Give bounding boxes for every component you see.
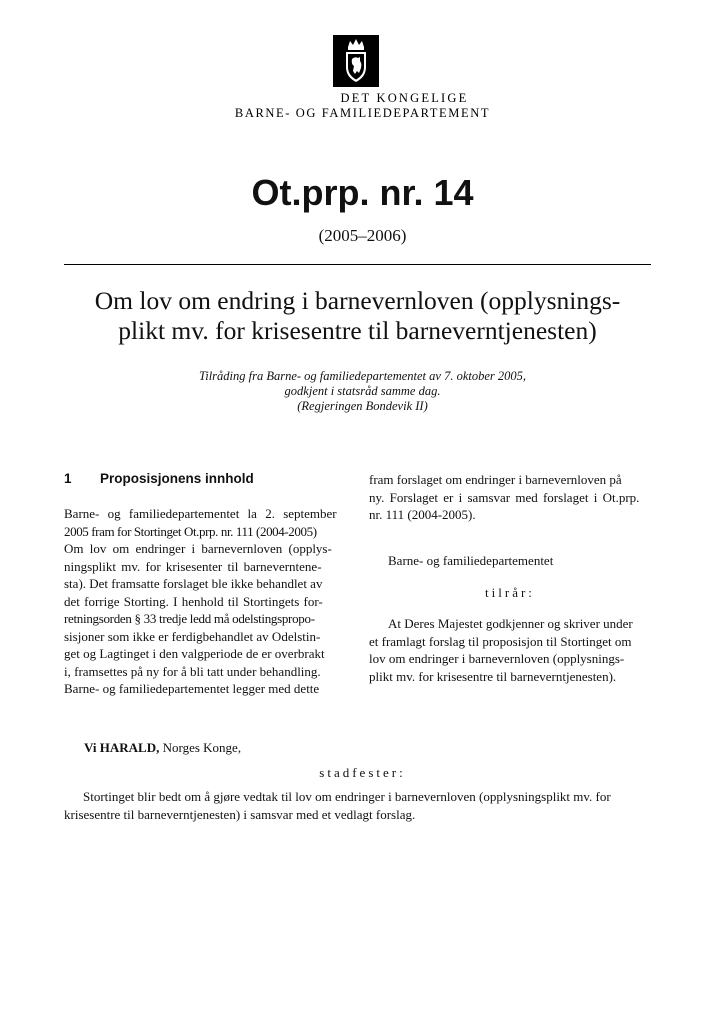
text-line: Barne- og familiedepartementet legger med dette (64, 681, 320, 696)
title-line: plikt mv. for krisesentre til barneverntjenesten) (118, 316, 597, 345)
text-line: Barne- og familiedepartementet la 2. september (64, 506, 337, 521)
king-name: Vi HARALD, (84, 740, 160, 755)
title-divider (64, 264, 651, 265)
text-line: i, framsettes på ny for å bli tatt under behandling. (64, 663, 321, 679)
text-line: 2005 fram for Stortinget Ot.prp. nr. 111 (2004-2005) (64, 523, 317, 539)
session-years: (2005–2006) (318, 226, 407, 245)
right-column-paragraph (369, 471, 651, 524)
text-line: det forrige Storting. I henhold til Stortingets for- (64, 593, 323, 609)
section-number: 1 (64, 471, 72, 486)
text-line: sisjoner som ikke er ferdigbehandlet av Odelstin- (64, 628, 321, 644)
closing-paragraph (64, 788, 654, 824)
recommendation-note (0, 369, 725, 414)
text-line: ningsplikt mv. for krisesenter til barneverntene- (64, 558, 322, 574)
text-line: krisesentre til barneverntjenesten) i samsvar med et vedlagt forslag. (64, 807, 416, 822)
text-line: plikt mv. for krisesentre til barneverntjenesten). (369, 668, 617, 684)
decrees-label: stadfester: (319, 765, 406, 780)
recommends-label: tilrår: (485, 585, 535, 600)
text-line: lov om endringer i barnevernloven (opplysnings- (369, 651, 625, 666)
text-line: nr. 111 (2004-2005). (369, 507, 476, 522)
coat-of-arms-logo (333, 35, 379, 87)
recommendation-line: (Regjeringen Bondevik II) (297, 399, 428, 413)
title-line: Om lov om endring i barnevernloven (opplysnings- (94, 286, 621, 315)
ministry-name-line2: BARNE- OG FAMILIEDEPARTEMENT (234, 106, 491, 120)
section-heading (64, 471, 354, 486)
left-column-paragraph (64, 505, 346, 698)
king-title: Norges Konge, (159, 740, 242, 755)
approval-paragraph (369, 615, 651, 685)
text-line: get og Lagtinget i den valgperiode de er overbrakt (64, 646, 325, 661)
king-statement (84, 740, 241, 756)
text-line: At Deres Majestet godkjenner og skriver under (388, 616, 633, 631)
text-line: ny. Forslaget er i samsvar med forslaget i Ot.prp. (369, 489, 640, 505)
proposition-title (60, 286, 655, 346)
recommendation-line: godkjent i statsråd samme dag. (284, 384, 441, 398)
document-number: Ot.prp. nr. 14 (251, 172, 474, 213)
ministry-name-line1: DET KONGELIGE (340, 91, 469, 105)
recommendation-line: Tilråding fra Barne- og familiedepartementet av 7. oktober 2005, (198, 369, 527, 383)
ministry-recommends: Barne- og familiedepartementet (388, 553, 554, 568)
text-line: Stortinget blir bedt om å gjøre vedtak til lov om endringer i barnevernloven (opplysningsplikt mv. for (83, 789, 611, 804)
text-line: sta). Det framsatte forslaget ble ikke behandlet av (64, 576, 323, 591)
text-line: Om lov om endringer i barnevernloven (opplys- (64, 541, 332, 556)
section-title: Proposisjonens innhold (100, 471, 254, 486)
text-line: et framlagt forslag til proposisjon til Stortinget om (369, 633, 632, 649)
text-line: fram forslaget om endringer i barnevernloven på (369, 472, 622, 487)
lion-crest-icon (333, 35, 379, 87)
text-line: retningsorden § 33 tredje ledd må odelstingspropo- (64, 611, 315, 626)
